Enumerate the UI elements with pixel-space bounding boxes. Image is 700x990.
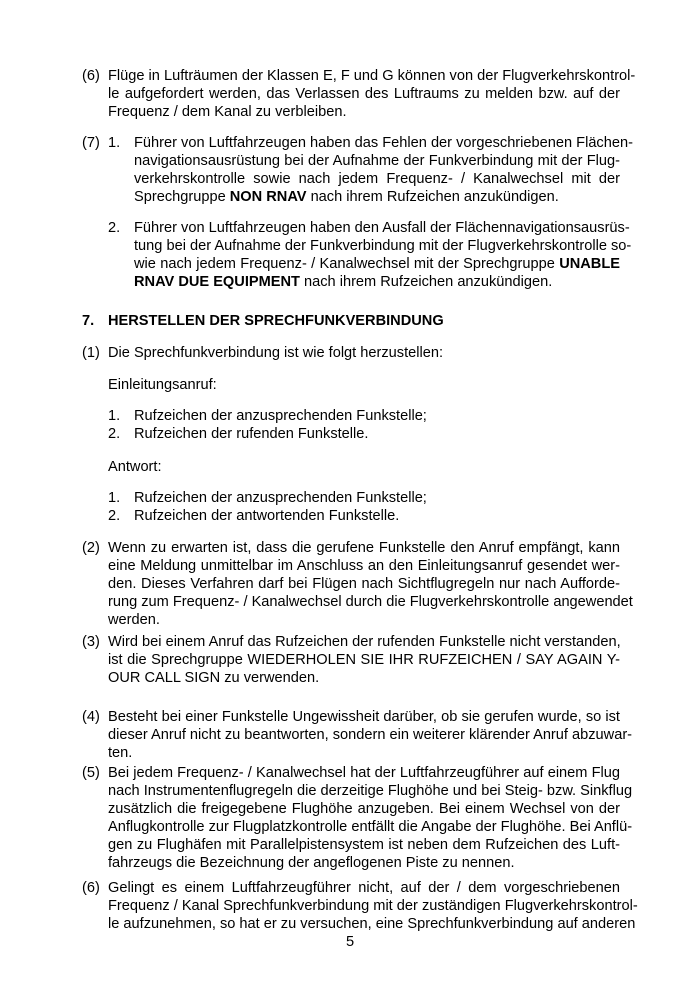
paragraph-line: dieser Anruf nicht zu beantworten, sondern ein weiterer klärender Anruf abzuwar- <box>108 727 633 743</box>
subheading: Einleitungsanruf: <box>108 377 217 393</box>
list-item-line: tung bei der Aufnahme der Funkverbindung mit der Flugverkehrskontrolle so- <box>134 238 632 254</box>
list-number: 2. <box>108 426 121 442</box>
paragraph-line: le aufzunehmen, so hat er zu versuchen, eine Sprechfunkverbindung auf anderen <box>108 916 636 932</box>
paragraph-line: rung zum Frequenz- / Kanalwechsel durch die Flugverkehrskontrolle angewendet <box>108 594 633 610</box>
list-item-line: navigationsausrüstung bei der Aufnahme der Funkverbindung mit der Flug- <box>134 153 620 169</box>
subheading: Antwort: <box>108 459 162 475</box>
section-number: 7. <box>82 313 95 329</box>
list-number: 1. <box>108 135 121 151</box>
paragraph-line: Frequenz / Kanal Sprechfunkverbindung mit der zuständigen Flugverkehrskontrol- <box>108 898 638 914</box>
list-item: Rufzeichen der rufenden Funkstelle. <box>134 426 369 442</box>
list-item: Rufzeichen der anzusprechenden Funkstelle; <box>134 490 427 506</box>
paragraph-label: (6) <box>82 68 100 84</box>
page-number: 5 <box>345 934 355 950</box>
bold-phrase: UNABLE <box>559 256 620 272</box>
section-title: HERSTELLEN DER SPRECHFUNKVERBINDUNG <box>108 313 444 329</box>
paragraph-line: Flüge in Lufträumen der Klassen E, F und G können von der Flugverkehrskontrol- <box>108 68 636 84</box>
list-number: 1. <box>108 408 121 424</box>
list-item-line: Sprechgruppe NON RNAV nach ihrem Rufzeichen anzukündigen. <box>134 189 559 205</box>
paragraph-line: Anflugkontrolle zur Flugplatzkontrolle entfällt die Angabe der Flughöhe. Bei Anflü- <box>108 819 633 835</box>
paragraph-line: nach Instrumentenflugregeln die derzeitige Flughöhe und bei Steig- bzw. Sinkflug <box>108 783 633 799</box>
paragraph-line: Bei jedem Frequenz- / Kanalwechsel hat der Luftfahrzeugführer auf einem Flug <box>108 765 620 781</box>
list-item-line: Führer von Luftfahrzeugen haben das Fehlen der vorgeschriebenen Flächen- <box>134 135 633 151</box>
paragraph-label: (4) <box>82 709 100 725</box>
bold-phrase: NON RNAV <box>229 189 307 205</box>
list-item: Rufzeichen der anzusprechenden Funkstelle; <box>134 408 427 424</box>
list-number: 1. <box>108 490 121 506</box>
paragraph-label: (5) <box>82 765 100 781</box>
paragraph-line: Die Sprechfunkverbindung ist wie folgt herzustellen: <box>108 345 444 361</box>
paragraph-label: (6) <box>82 880 100 896</box>
paragraph-line: werden. <box>108 612 160 628</box>
paragraph-line: le aufgefordert werden, das Verlassen des Luftraums zu melden bzw. auf der <box>108 86 620 102</box>
list-item-line: verkehrskontrolle sowie nach jedem Frequenz- / Kanalwechsel mit der <box>134 171 620 187</box>
paragraph-label: (2) <box>82 540 100 556</box>
paragraph-label: (7) <box>82 135 100 151</box>
paragraph-line: eine Meldung unmittelbar im Anschluss an den Einleitungsanruf gesendet wer- <box>108 558 620 574</box>
paragraph-label: (1) <box>82 345 100 361</box>
paragraph-line: Wird bei einem Anruf das Rufzeichen der rufenden Funkstelle nicht verstanden, <box>108 634 621 650</box>
paragraph-line: Wenn zu erwarten ist, dass die gerufene Funkstelle den Anruf empfängt, kann <box>108 540 620 556</box>
list-number: 2. <box>108 220 121 236</box>
paragraph-line: OUR CALL SIGN zu verwenden. <box>108 670 320 686</box>
list-item-line: Führer von Luftfahrzeugen haben den Ausfall der Flächennavigationsausrüs- <box>134 220 630 236</box>
list-number: 2. <box>108 508 121 524</box>
paragraph-line: Frequenz / dem Kanal zu verbleiben. <box>108 104 347 120</box>
paragraph-line: zusätzlich die freigegebene Flughöhe anzugeben. Bei einem Wechsel von der <box>108 801 620 817</box>
paragraph-line: Besteht bei einer Funkstelle Ungewissheit darüber, ob sie gerufen wurde, so ist <box>108 709 620 725</box>
list-item-line: RNAV DUE EQUIPMENT nach ihrem Rufzeichen anzukündigen. <box>134 274 553 290</box>
list-item-line: wie nach jedem Frequenz- / Kanalwechsel mit der Sprechgruppe UNABLE <box>134 256 620 272</box>
paragraph-line: ist die Sprechgruppe WIEDERHOLEN SIE IHR RUFZEICHEN / SAY AGAIN Y- <box>108 652 620 668</box>
paragraph-label: (3) <box>82 634 100 650</box>
bold-phrase: RNAV DUE EQUIPMENT <box>134 274 300 290</box>
paragraph-line: den. Dieses Verfahren darf bei Flügen nach Sichtflugregeln nur nach Aufforde- <box>108 576 620 592</box>
paragraph-line: ten. <box>108 745 133 761</box>
list-item: Rufzeichen der antwortenden Funkstelle. <box>134 508 400 524</box>
paragraph-line: Gelingt es einem Luftfahrzeugführer nicht, auf der / dem vorgeschriebenen <box>108 880 620 896</box>
paragraph-line: gen zu Flughäfen mit Parallelpistensystem ist neben dem Rufzeichen des Luft- <box>108 837 620 853</box>
paragraph-line: fahrzeugs die Bezeichnung der angeflogenen Piste zu nennen. <box>108 855 515 871</box>
